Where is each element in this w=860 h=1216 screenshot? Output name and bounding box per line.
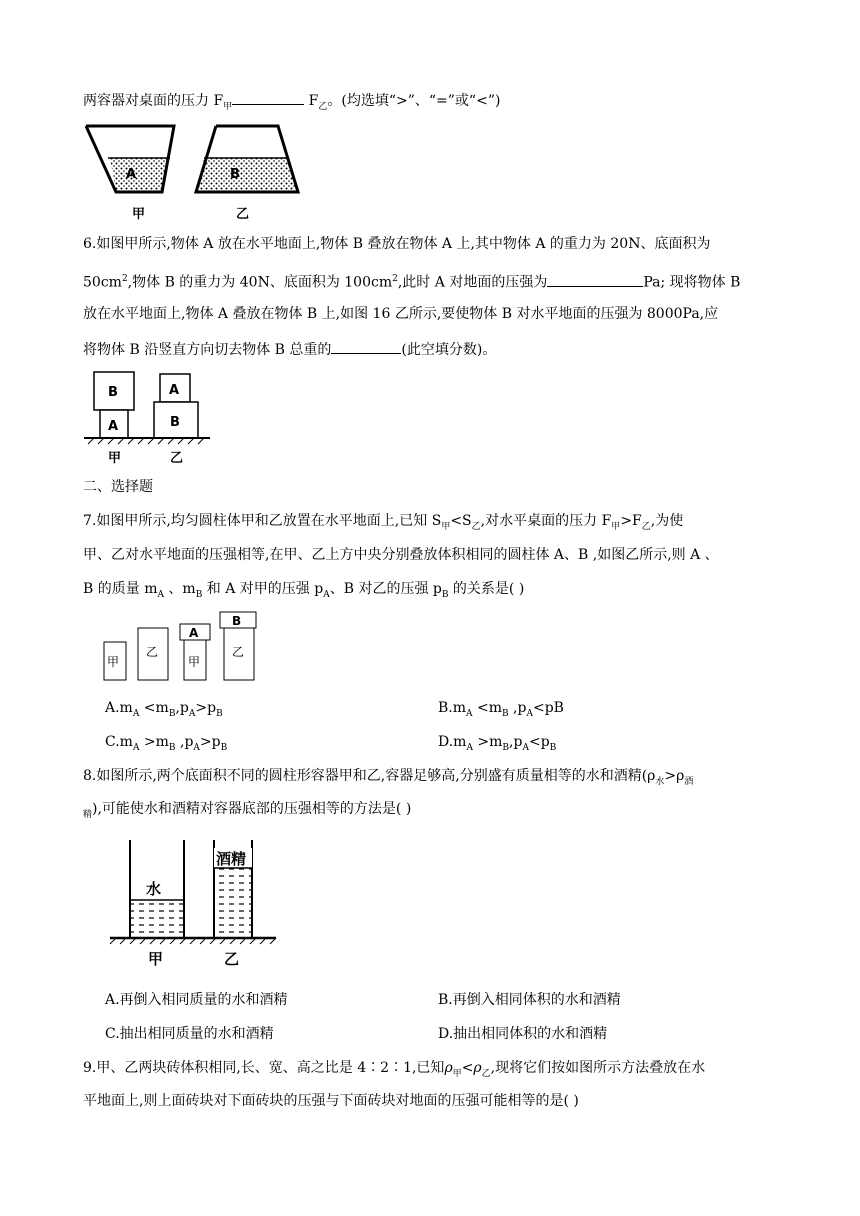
q8-line2: $_精$),可能使水和酒精对容器底部的压强相等的方法是( )	[83, 801, 412, 820]
q6-line4: 将物体 B 沿竖直方向切去物体 B 总重的 (此空填分数)。	[83, 339, 496, 360]
q7-line1: 7.如图甲所示,均匀圆柱体甲和乙放置在水平地面上,已知 $S_甲<S_乙$,对水平桌面的压力 $F_甲>F_乙$,为使	[83, 513, 684, 532]
q9-line1: 9.甲、乙两块砖体积相同,长、宽、高之比是 4∶2∶1,已知$\rho_甲<\rho_乙$,现将它们按如图所示方法叠放在水	[83, 1060, 706, 1079]
box-a-label: A	[108, 419, 119, 434]
q6-figure	[84, 368, 214, 468]
q7-option-d[interactable]: $D.m_A >m_B,p_A<p_B$	[438, 734, 557, 753]
fig6-label-left: 甲	[108, 451, 122, 466]
cyl-yi: 乙	[146, 645, 159, 659]
q8-option-a[interactable]: A.再倒入相同质量的水和酒精	[105, 992, 288, 1008]
cyl-a: A	[189, 626, 199, 640]
q6-blank2[interactable]	[331, 339, 401, 354]
q8-line1: 8.如图所示,两个底面积不同的圆柱形容器甲和乙,容器足够高,分别盛有质量相等的水和酒精($\rho_水>\rho_酒$	[83, 768, 694, 787]
cyl-b: B	[232, 614, 242, 628]
q8-figure	[108, 838, 280, 970]
q5-blank[interactable]	[232, 90, 304, 105]
liquid-b-label: B	[230, 167, 240, 182]
cyl-jia: 甲	[107, 655, 120, 669]
fig8-label-left: 甲	[148, 950, 164, 968]
q7-line2: 甲、乙对水平地面的压强相等,在甲、乙上方中央分别叠放体积相同的圆柱体 A、B ,如图乙所示,则 A 、	[83, 547, 719, 563]
q7-option-c[interactable]: $C.m_A >m_B$ $,p_A>p_B$	[105, 734, 228, 753]
fig6-label-right: 乙	[170, 451, 184, 466]
box-b2-label: B	[170, 415, 180, 430]
q7-option-a[interactable]: $A.m_A <m_B,p_A>p_B$	[105, 700, 223, 719]
fig-label-right: 乙	[236, 207, 250, 222]
fig8-label-right: 乙	[224, 950, 240, 968]
q8-option-b[interactable]: B.再倒入相同体积的水和酒精	[438, 992, 621, 1008]
q5-text: 两容器对桌面的压力 $F_甲$ $F_乙$。(均选填“>”、“=”或“<”)	[83, 90, 500, 117]
box-a2-label: A	[169, 383, 180, 398]
q7-option-b[interactable]: $B.m_A <m_B$ $,p_A<pB$	[438, 700, 564, 719]
q7-figure	[98, 610, 268, 686]
q7-line3: B 的质量 $m_A$ 、$m_B$ 和 A 对甲的压强 $p_A$、B 对乙的压强 $p_B$ 的关系是( )	[83, 581, 525, 600]
q9-line2: 平地面上,则上面砖块对下面砖块的压强与下面砖块对地面的压强可能相等的是( )	[83, 1093, 579, 1109]
q6-line2: $50cm^2$,物体 B 的重力为 40N、底面积为 $100cm^2$,此时 A 对地面的压强为 Pa; 现将物体 B	[83, 269, 740, 293]
water-label: 水	[146, 880, 162, 898]
cyl-jia2: 甲	[188, 655, 201, 669]
q6-line3: 放在水平地面上,物体 A 叠放在物体 B 上,如图 16 乙所示,要使物体 B 对水平地面的压强为 8000Pa,应	[83, 306, 719, 322]
q8-option-c[interactable]: C.抽出相同质量的水和酒精	[105, 1026, 274, 1042]
q6-line1: 6.如图甲所示,物体 A 放在水平地面上,物体 B 叠放在物体 A 上,其中物体 A 的重力为 20N、底面积为	[83, 236, 711, 252]
liquid-a-label: A	[126, 167, 137, 182]
q8-option-d[interactable]: D.抽出相同体积的水和酒精	[438, 1026, 608, 1042]
q6-blank1[interactable]	[547, 272, 643, 287]
alcohol-label: 酒精	[216, 850, 247, 868]
q5-figure	[80, 122, 310, 222]
fig-label-left: 甲	[132, 207, 146, 222]
box-b-label: B	[108, 385, 118, 400]
section-title: 二、选择题	[83, 479, 153, 495]
cyl-yi2: 乙	[232, 645, 245, 659]
